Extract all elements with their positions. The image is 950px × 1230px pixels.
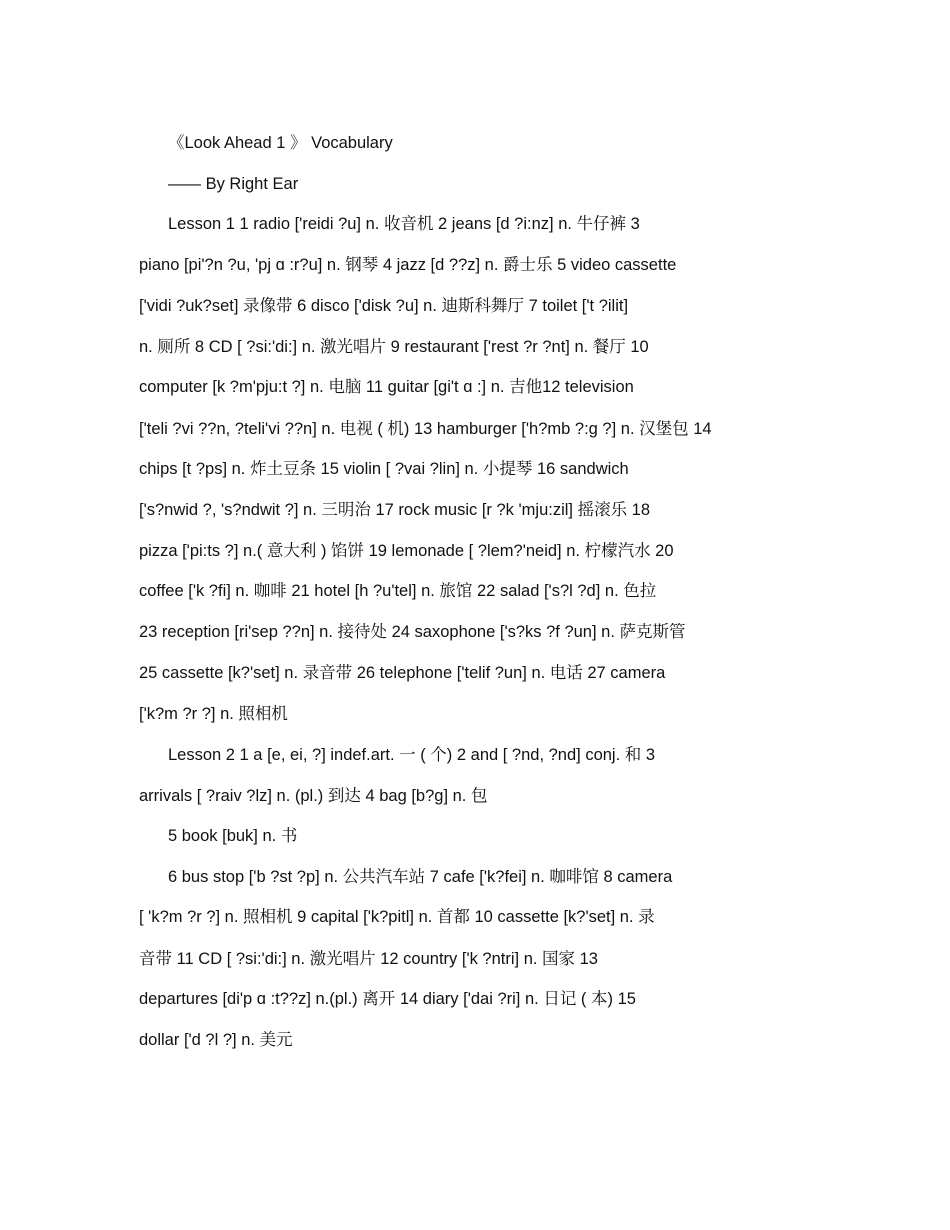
vocab-line: ['teli ?vi ??n, ?teli'vi ??n] n. 电视 ( 机) 13 hamburger ['h?mb ?:g ?] n. 汉堡包 14	[139, 420, 712, 438]
vocab-line: ['s?nwid ?, 's?ndwit ?] n. 三明治 17 rock music [r ?k 'mju:zil] 摇滚乐 18	[139, 501, 651, 519]
vocab-line: computer [k ?m'pju:t ?] n. 电脑 11 guitar [gi't ɑ :] n. 吉他12 television	[139, 378, 634, 396]
vocab-line: Lesson 2 1 a [e, ei, ?] indef.art. 一 ( 个) 2 and [ ?nd, ?nd] conj. 和 3	[168, 746, 656, 764]
vocab-line: departures [di'p ɑ :t??z] n.(pl.) 离开 14 diary ['dai ?ri] n. 日记 ( 本) 15	[139, 990, 636, 1008]
vocab-line: 5 book [buk] n. 书	[168, 827, 298, 845]
vocab-line: [ 'k?m ?r ?] n. 照相机 9 capital ['k?pitl] n. 首都 10 cassette [k?'set] n. 录	[139, 908, 655, 926]
vocab-line: arrivals [ ?raiv ?lz] n. (pl.) 到达 4 bag [b?g] n. 包	[139, 787, 488, 805]
vocab-line: piano [pi'?n ?u, 'pj ɑ :r?u] n. 钢琴 4 jazz [d ??z] n. 爵士乐 5 video cassette	[139, 256, 677, 274]
vocab-line: 6 bus stop ['b ?st ?p] n. 公共汽车站 7 cafe ['k?fei] n. 咖啡馆 8 camera	[168, 868, 673, 886]
vocab-line: chips [t ?ps] n. 炸土豆条 15 violin [ ?vai ?lin] n. 小提琴 16 sandwich	[139, 460, 629, 478]
vocab-line: 音带 11 CD [ ?si:'di:] n. 激光唱片 12 country ['k ?ntri] n. 国家 13	[139, 950, 598, 968]
document-title: 《Look Ahead 1 》 Vocabulary	[168, 134, 393, 152]
vocab-line: dollar ['d ?l ?] n. 美元	[139, 1031, 293, 1049]
vocab-line: ['k?m ?r ?] n. 照相机	[139, 705, 288, 723]
vocab-line: n. 厕所 8 CD [ ?si:'di:] n. 激光唱片 9 restaurant ['rest ?r ?nt] n. 餐厅 10	[139, 338, 649, 356]
vocab-line: pizza ['pi:ts ?] n.( 意大利 ) 馅饼 19 lemonade [ ?lem?'neid] n. 柠檬汽水 20	[139, 542, 674, 560]
vocab-line: ['vidi ?uk?set] 录像带 6 disco ['disk ?u] n. 迪斯科舞厅 7 toilet ['t ?ilit]	[139, 297, 629, 315]
vocab-line: 25 cassette [k?'set] n. 录音带 26 telephone ['telif ?un] n. 电话 27 camera	[139, 664, 666, 682]
vocab-line: coffee ['k ?fi] n. 咖啡 21 hotel [h ?u'tel] n. 旅馆 22 salad ['s?l ?d] n. 色拉	[139, 582, 657, 600]
vocab-line: Lesson 1 1 radio ['reidi ?u] n. 收音机 2 jeans [d ?i:nz] n. 牛仔裤 3	[168, 215, 640, 233]
vocab-line: 23 reception [ri'sep ??n] n. 接待处 24 saxophone ['s?ks ?f ?un] n. 萨克斯管	[139, 623, 686, 641]
document-byline: —— By Right Ear	[168, 175, 299, 193]
